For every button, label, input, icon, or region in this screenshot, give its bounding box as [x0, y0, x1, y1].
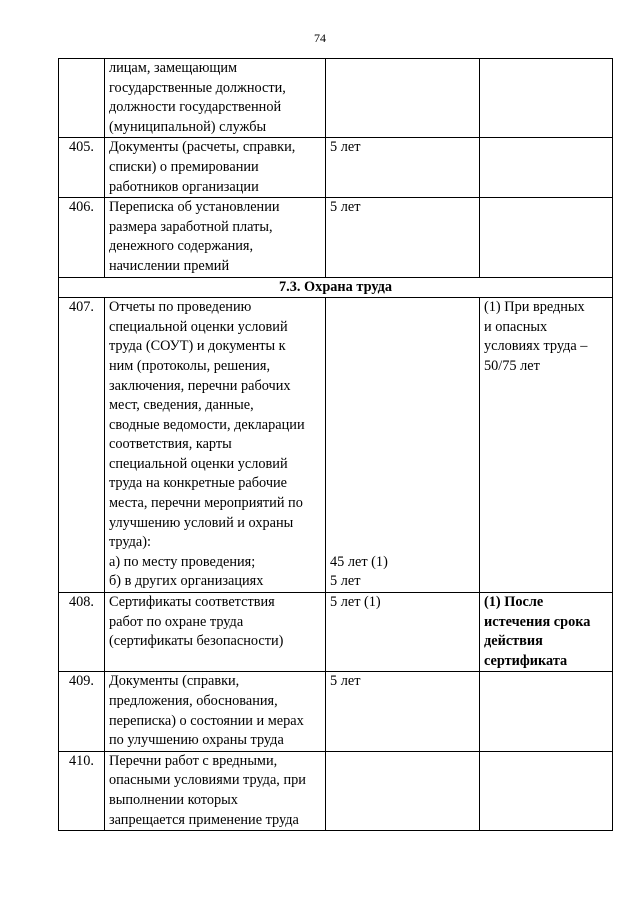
note	[480, 59, 613, 138]
note	[480, 672, 613, 751]
note	[480, 138, 613, 198]
item-number: 409.	[59, 672, 105, 751]
table-row	[59, 672, 613, 751]
table-row	[59, 198, 613, 277]
note	[480, 751, 613, 830]
table-row	[59, 751, 613, 830]
note: (1) После истечения срока действия сертификата	[480, 593, 613, 672]
table-row	[59, 593, 613, 672]
retention-term	[326, 59, 480, 138]
retention-term: 5 лет	[326, 138, 480, 198]
retention-term: 5 лет	[326, 672, 480, 751]
table-row	[59, 59, 613, 138]
section-header-row	[59, 277, 613, 298]
page-number: 74	[314, 31, 326, 45]
item-number: 405.	[59, 138, 105, 198]
table-row	[59, 138, 613, 198]
retention-term	[326, 751, 480, 830]
item-number: 406.	[59, 198, 105, 277]
note	[480, 198, 613, 277]
retention-term: 45 лет (1) 5 лет	[326, 298, 480, 593]
item-number: 407.	[59, 298, 105, 593]
retention-term: 5 лет	[326, 198, 480, 277]
records-retention-table	[58, 58, 613, 831]
item-number	[59, 59, 105, 138]
section-title: 7.3. Охрана труда	[59, 277, 613, 298]
document-name: лицам, замещающим государственные должности, должности государственной (муниципальной) службы	[105, 59, 326, 138]
document-name: Переписка об установлении размера заработной платы, денежного содержания, начислении премий	[105, 198, 326, 277]
item-number: 410.	[59, 751, 105, 830]
note: (1) При вредных и опасных условиях труда – 50/75 лет	[480, 298, 613, 593]
document-name: Отчеты по проведению специальной оценки условий труда (СОУТ) и документы к ним (протоколы, решения, заключения, перечни рабочих мест, сведения, данные, сводные ведомости, декларации соответствия, карты специальной оценки условий труда на конкретные рабочие места, перечни мероприятий по улучшению условий и охраны труда): а) по месту проведения; б) в других организациях	[105, 298, 326, 593]
document-name: Документы (расчеты, справки, списки) о премировании работников организации	[105, 138, 326, 198]
retention-term: 5 лет (1)	[326, 593, 480, 672]
table-row	[59, 298, 613, 593]
document-name: Сертификаты соответствия работ по охране труда (сертификаты безопасности)	[105, 593, 326, 672]
document-name: Перечни работ с вредными, опасными условиями труда, при выполнении которых запрещается применение труда	[105, 751, 326, 830]
item-number: 408.	[59, 593, 105, 672]
document-name: Документы (справки, предложения, обоснования, переписка) о состоянии и мерах по улучшению охраны труда	[105, 672, 326, 751]
